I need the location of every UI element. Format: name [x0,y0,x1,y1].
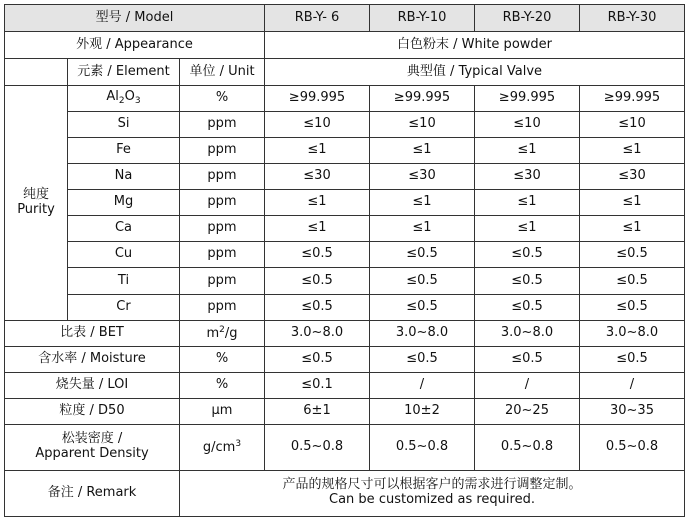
element-header: 元素 / Element [68,59,180,86]
model-name: RB-Y-20 [475,5,580,32]
value-cell: 3.0~8.0 [370,320,475,346]
moisture-label: 含水率 / Moisture [5,346,180,372]
purity-row [5,268,685,294]
value-cell: ≥99.995 [265,86,370,112]
purity-row [5,242,685,268]
purity-label-cn: 纯度 [22,186,49,202]
value-cell: ≤0.5 [265,268,370,294]
loi-unit: % [180,372,265,398]
value-cell: 3.0~8.0 [580,320,685,346]
subheader-row [5,59,685,86]
value-cell: ≤1 [370,138,475,164]
value-cell: 0.5~0.8 [370,424,475,470]
moisture-unit: % [180,346,265,372]
value-cell: ≤1 [580,216,685,242]
value-cell: ≤0.5 [370,268,475,294]
value-cell: ≤0.5 [580,294,685,320]
value-cell: ≤10 [265,112,370,138]
value-cell: ≤30 [475,164,580,190]
appearance-label: 外观 / Appearance [5,32,265,59]
element-cell: Na [68,164,180,190]
value-cell: 20~25 [475,398,580,424]
value-cell: 3.0~8.0 [265,320,370,346]
purity-row [5,86,685,112]
unit-cell: ppm [180,242,265,268]
purity-row [5,164,685,190]
element-cell: Cu [68,242,180,268]
value-cell: ≤0.5 [580,242,685,268]
density-unit: $g/cm^3$ [180,424,265,470]
value-cell: ≤1 [475,190,580,216]
value-cell: ≤1 [265,138,370,164]
unit-cell: ppm [180,268,265,294]
element-cell: Ti [68,268,180,294]
unit-cell: ppm [180,216,265,242]
moisture-row [5,346,685,372]
appearance-row [5,32,685,59]
value-cell: ≤0.5 [475,242,580,268]
unit-cell: ppm [180,164,265,190]
purity-row [5,138,685,164]
element-cell: Ca [68,216,180,242]
value-cell: ≤1 [370,216,475,242]
remark-text: 产品的规格尺寸可以根据客户的需求进行调整定制。 Can be customized as required. [180,470,685,516]
value-cell: ≤0.5 [370,294,475,320]
appearance-value: 白色粉末 / White powder [265,32,685,59]
value-cell: ≤30 [580,164,685,190]
model-row [5,5,685,32]
value-cell: ≤1 [265,190,370,216]
value-cell: ≥99.995 [475,86,580,112]
purity-row [5,216,685,242]
value-cell: ≥99.995 [580,86,685,112]
unit-header: 单位 / Unit [180,59,265,86]
purity-label [5,86,68,320]
value-cell: ≤0.5 [265,242,370,268]
remark-row [5,470,685,516]
unit-cell: ppm [180,190,265,216]
model-name: RB-Y-30 [580,5,685,32]
value-cell: ≤0.5 [580,268,685,294]
purity-row [5,190,685,216]
value-cell: / [580,372,685,398]
value-cell: ≤0.5 [265,294,370,320]
d50-label: 粒度 / D50 [5,398,180,424]
density-label: 松装密度 / Apparent Density [5,424,180,470]
value-cell: ≥99.995 [370,86,475,112]
bet-unit: $m^2/g$ [180,320,265,346]
loi-row [5,372,685,398]
purity-row [5,294,685,320]
element-cell: Mg [68,190,180,216]
value-cell: ≤30 [265,164,370,190]
value-cell: ≤10 [370,112,475,138]
value-cell: 6±1 [265,398,370,424]
element-cell: Cr [68,294,180,320]
value-cell: ≤10 [475,112,580,138]
unit-cell: ppm [180,112,265,138]
value-cell: 3.0~8.0 [475,320,580,346]
value-cell: 0.5~0.8 [580,424,685,470]
element-cell: Si [68,112,180,138]
unit-cell: ppm [180,138,265,164]
model-name: RB-Y-10 [370,5,475,32]
unit-cell: % [180,86,265,112]
value-cell: ≤0.5 [370,346,475,372]
value-cell: ≤1 [580,138,685,164]
purity-label-en: Purity [17,201,55,217]
unit-cell: ppm [180,294,265,320]
model-name: RB-Y- 6 [265,5,370,32]
spec-table [4,4,685,517]
d50-row [5,398,685,424]
value-cell: ≤1 [265,216,370,242]
value-cell: ≤0.5 [580,346,685,372]
remark-label: 备注 / Remark [5,470,180,516]
value-cell: ≤1 [580,190,685,216]
value-cell: ≤0.1 [265,372,370,398]
model-label: 型号 / Model [5,5,265,32]
value-cell: ≤30 [370,164,475,190]
value-cell: ≤0.5 [475,346,580,372]
value-cell: ≤1 [475,216,580,242]
bet-row [5,320,685,346]
value-cell: ≤1 [370,190,475,216]
value-cell: ≤1 [475,138,580,164]
value-cell: 30~35 [580,398,685,424]
loi-label: 烧失量 / LOI [5,372,180,398]
value-cell: 0.5~0.8 [475,424,580,470]
typical-value-header: 典型值 / Typical Valve [265,59,685,86]
value-cell: ≤0.5 [265,346,370,372]
element-al2o3: $Al_2O_3$ [68,86,180,112]
value-cell: / [475,372,580,398]
value-cell: ≤10 [580,112,685,138]
value-cell: ≤0.5 [475,294,580,320]
value-cell: 10±2 [370,398,475,424]
value-cell: ≤0.5 [475,268,580,294]
value-cell: ≤0.5 [370,242,475,268]
d50-unit: μm [180,398,265,424]
density-row [5,424,685,470]
value-cell: 0.5~0.8 [265,424,370,470]
element-cell: Fe [68,138,180,164]
bet-label: 比表 / BET [5,320,180,346]
purity-row [5,112,685,138]
blank-cell [5,59,68,86]
value-cell: / [370,372,475,398]
